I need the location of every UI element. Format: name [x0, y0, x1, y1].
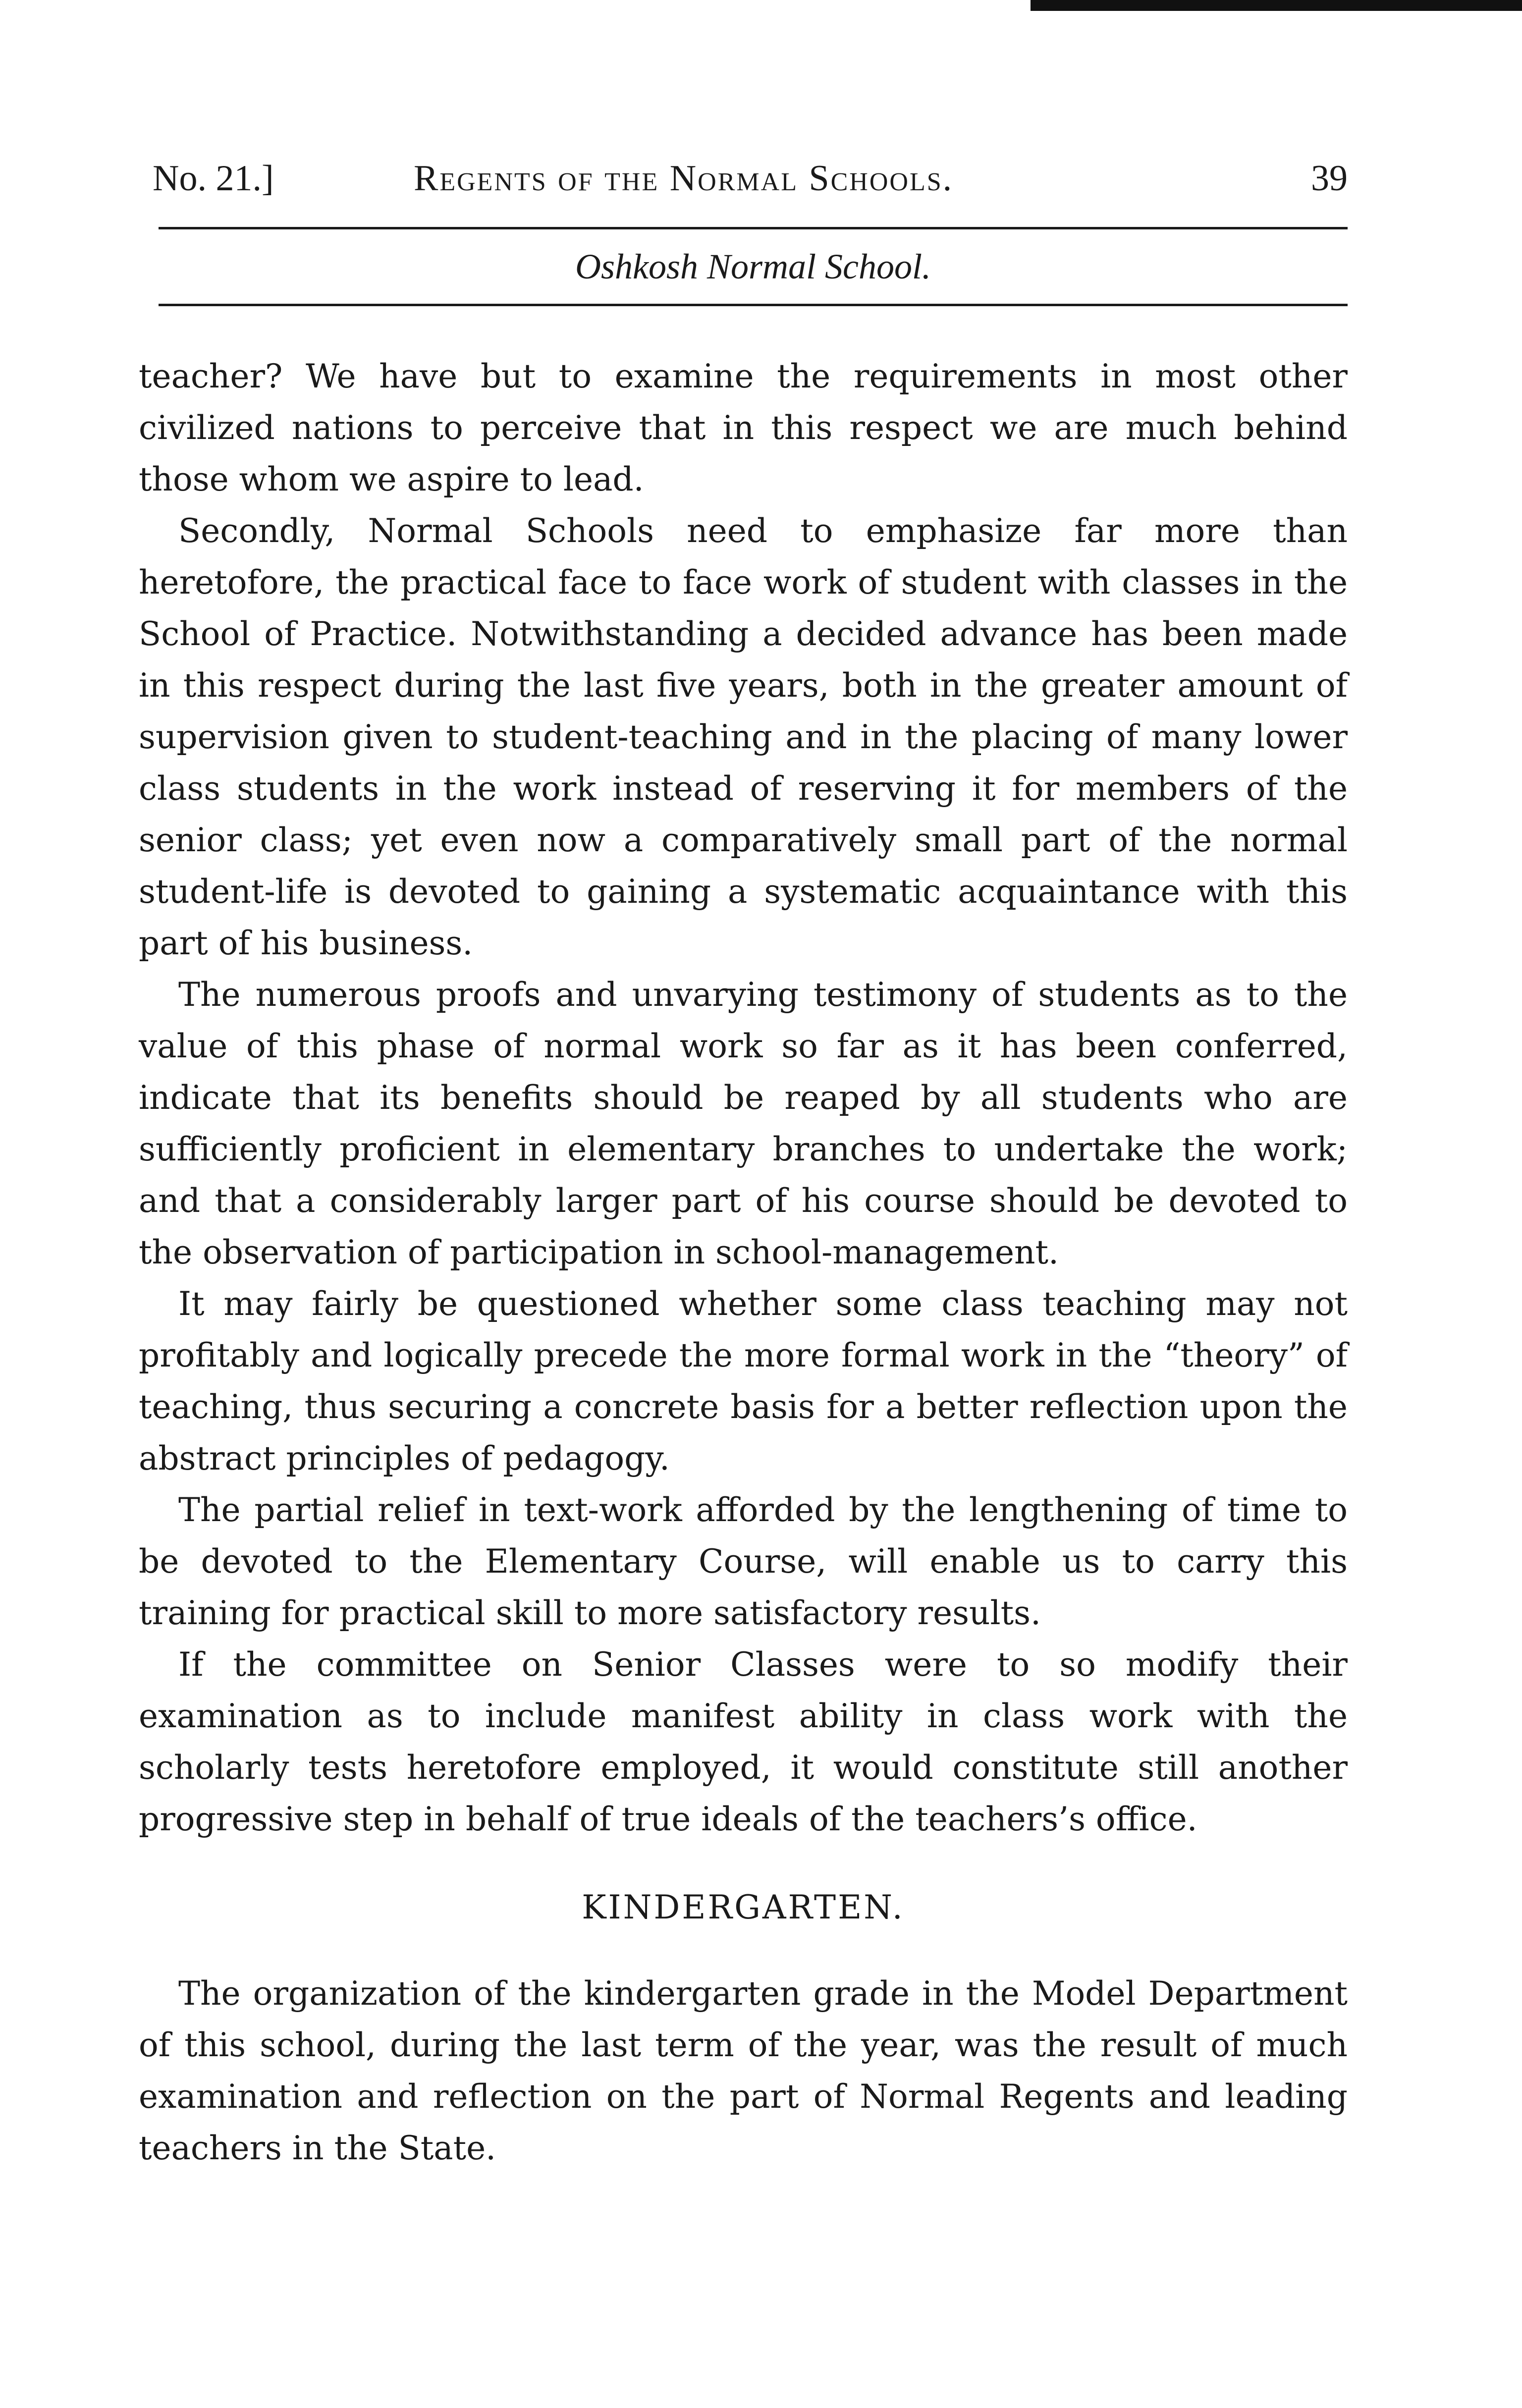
document-number: No. 21.]	[153, 158, 274, 199]
section-subheading: Oshkosh Normal School.	[575, 247, 931, 286]
paragraph: If the committee on Senior Classes were to so modify their examination as to include manifest ability in class work with the scholarly tests heretofore employed, it would constitute still another progressive step in behalf of true ideals of the teachers’s office.	[139, 1645, 1348, 1838]
page-number: 39	[1311, 158, 1348, 199]
running-title: Regents of the Normal Schools.	[414, 158, 954, 199]
paragraph: Secondly, Normal Schools need to emphasize far more than heretofore, the practical face to face work of student with classes in the School of Practice. Notwithstanding a decided advance has been made in this respect during the last five years, both in the greater amount of supervision given to student-teaching and in the placing of many lower class students in the work instead of reserving it for members of the senior class; yet even now a comparatively small part of the normal student-life is devoted to gaining a systematic acquaintance with this part of his business.	[139, 512, 1348, 962]
kindergarten-heading: KINDERGARTEN.	[582, 1888, 905, 1926]
scan-edge-shadow	[1031, 0, 1522, 11]
paragraph: The numerous proofs and unvarying testimony of students as to the value of this phase of normal work so far as it has been conferred, indicate that its benefits should be reaped by all students who are sufficiently proficient in elementary branches to undertake the work; and that a considerably larger part of his course should be devoted to the observation of participation in school-management.	[139, 976, 1348, 1271]
header-rule-bottom	[159, 304, 1348, 306]
paragraph-continuation: teacher? We have but to examine the requirements in most other civilized nations to perceive that in this respect we are much behind those whom we aspire to lead.	[139, 357, 1348, 498]
paragraph: The partial relief in text-work afforded by the lengthening of time to be devoted to the Elementary Course, will enable us to carry this training for practical skill to more satisfactory results.	[139, 1491, 1348, 1632]
paragraph: It may fairly be questioned whether some class teaching may not profitably and logically precede the more formal work in the “theory” of teaching, thus securing a concrete basis for a better reflection upon the abstract principles of pedagogy.	[139, 1285, 1348, 1478]
body-text	[139, 351, 1348, 2174]
page	[139, 149, 1348, 2174]
running-head	[139, 149, 1348, 208]
kindergarten-paragraph: The organization of the kindergarten grade in the Model Department of this school, during the last term of the year, was the result of much examination and reflection on the part of Normal Regents and leading teachers in the State.	[139, 1974, 1348, 2167]
